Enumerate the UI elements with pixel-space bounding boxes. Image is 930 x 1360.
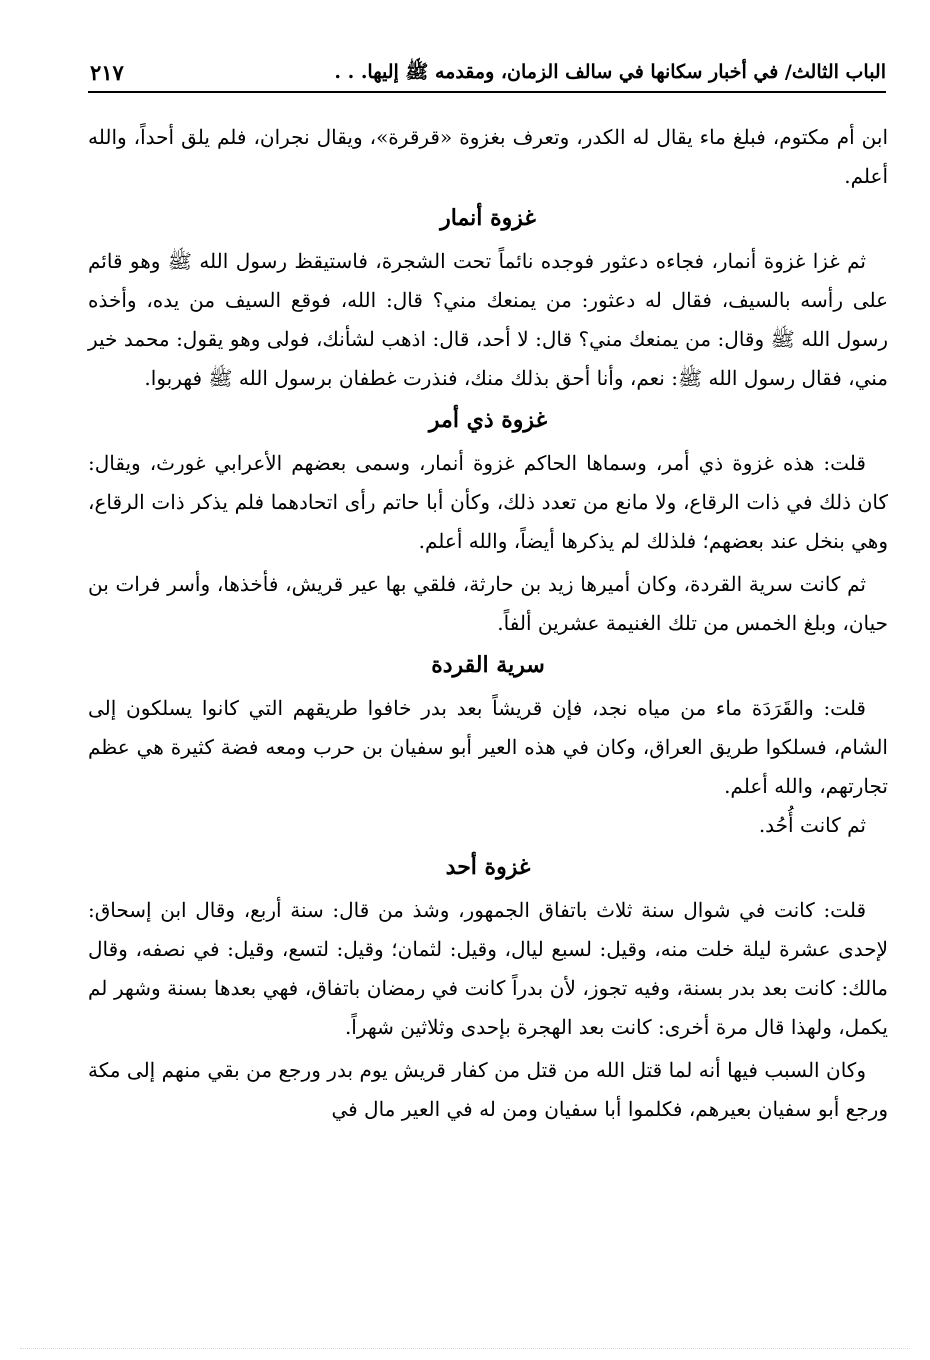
paragraph: ثم كانت سرية القردة، وكان أميرها زيد بن حارثة، فلقي بها عير قريش، فأخذها، وأسر فرات بن حيان، وبلغ الخمس من تلك الغنيمة عشرين ألفاً. xyxy=(88,572,888,635)
page-edge xyxy=(20,1348,910,1349)
paragraph: ثم غزا غزوة أنمار، فجاءه دعثور فوجده نائماً تحت الشجرة، فاستيقظ رسول الله ﷺ وهو قائم على رأسه بالسيف، فقال له دعثور: من يمنعك مني؟ قال: الله، فوقع السيف من يده، وأخذه رسول الله ﷺ وقال: من يمنعك مني؟ قال: لا أحد، قال: اذهب لشأنك، فولى وهو يقول: محمد خير مني، فقال رسول الله ﷺ: نعم، وأنا أحق بذلك منك، فنذرت غطفان برسول الله ﷺ فهربوا. xyxy=(88,249,888,390)
section-heading: غزوة ذي أمر xyxy=(428,407,548,433)
page-number: ٢١٧ xyxy=(90,60,124,85)
body-text xyxy=(88,118,888,1129)
section-heading: غزوة أنمار xyxy=(440,205,536,231)
running-header xyxy=(90,58,886,90)
paragraph: قلت: هذه غزوة ذي أمر، وسماها الحاكم غزوة أنمار، وسمى بعضهم الأعرابي غورث، ويقال: كان ذلك في ذات الرقاع، ولا مانع من تعدد ذلك، وكأن أبا حاتم رأى اتحادهما فلم يذكر ذات الرقاع، وهي بنخل عند بعضهم؛ فلذلك لم يذكرها أيضاً، والله أعلم. xyxy=(88,451,888,553)
header-rule xyxy=(88,91,886,93)
paragraph: وكان السبب فيها أنه لما قتل الله من قتل من كفار قريش يوم بدر ورجع من بقي منهم إلى مكة ورجع أبو سفيان بعيرهم، فكلموا أبا سفيان ومن له في العير مال في xyxy=(88,1058,888,1121)
paragraph: ابن أم مكتوم، فبلغ ماء يقال له الكدر، وتعرف بغزوة «قرقرة»، ويقال نجران، فلم يلق أحداً، والله أعلم. xyxy=(88,125,888,188)
section-heading: سرية القردة xyxy=(431,652,545,678)
paragraph: قلت: كانت في شوال سنة ثلاث باتفاق الجمهور، وشذ من قال: سنة أربع، وقال ابن إسحاق: لإحدى عشرة ليلة خلت منه، وقيل: لسبع ليال، وقيل: لثمان؛ وقيل: لتسع، وقيل: في نصفه، وقال مالك: كانت بعد بدر بسنة، وفيه تجوز، لأن بدراً كانت في رمضان باتفاق، فهي بعدها بسنة وشهر لم يكمل، ولهذا قال مرة أخرى: كانت بعد الهجرة بإحدى وثلاثين شهراً. xyxy=(88,898,888,1039)
section-heading: غزوة أحد xyxy=(445,854,531,880)
chapter-title: الباب الثالث/ في أخبار سكانها في سالف الزمان، ومقدمه ﷺ إليها. . . xyxy=(334,61,886,83)
paragraph: قلت: والقَرَدَة ماء من مياه نجد، فإن قريشاً بعد بدر خافوا طريقهم التي كانوا يسلكون إلى الشام، فسلكوا طريق العراق، وكان في هذه العير أبو سفيان بن حرب ومعه فضة كثيرة هي عظم تجارتهم، والله أعلم. xyxy=(88,696,888,798)
paragraph: ثم كانت أُحُد. xyxy=(758,813,866,837)
